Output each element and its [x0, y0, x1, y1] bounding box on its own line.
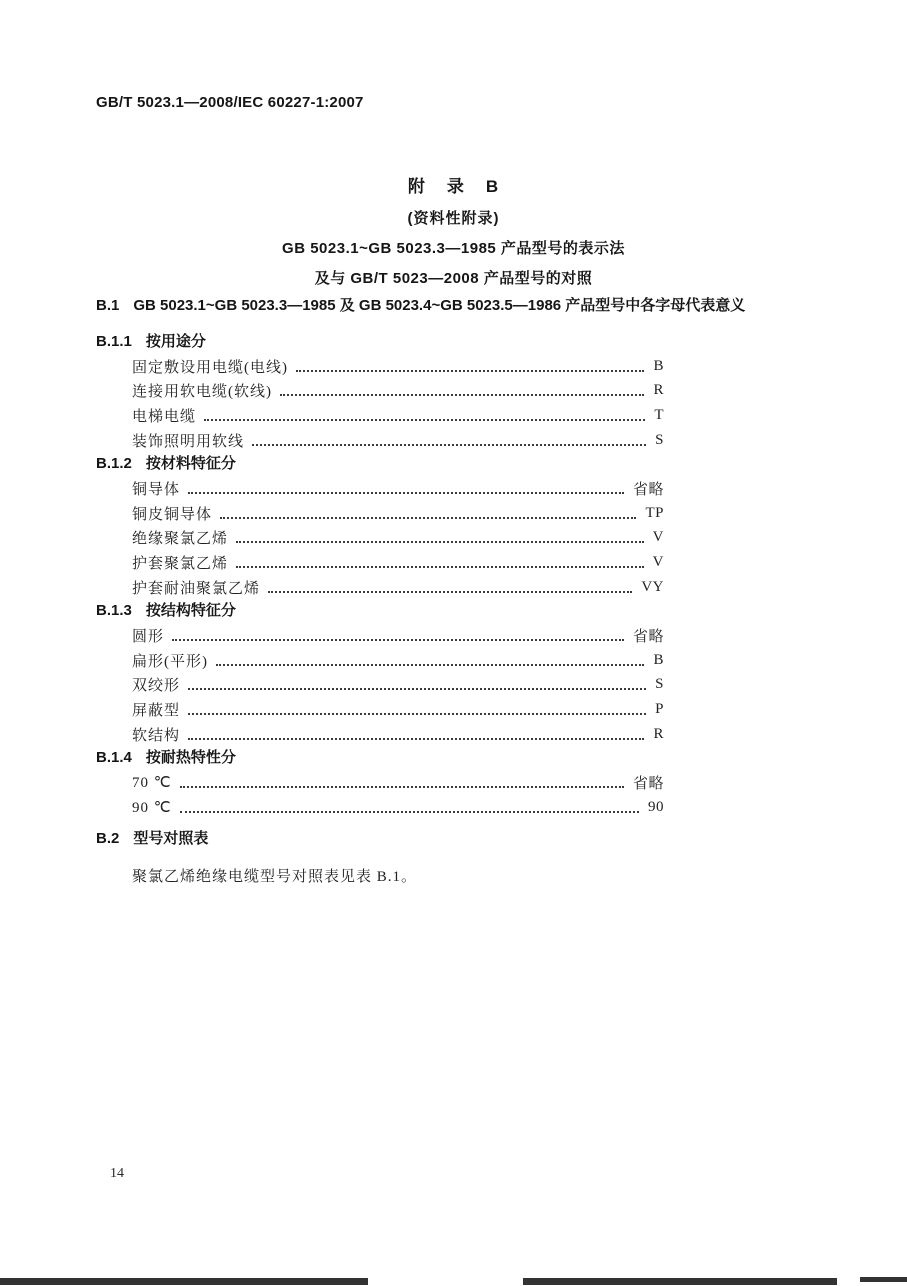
item-label: 扁形(平形) [132, 653, 208, 670]
item-label: 装饰照明用软线 [132, 433, 245, 450]
item-code: S [655, 676, 664, 693]
dotted-leader [216, 655, 644, 666]
code-item-row [132, 648, 664, 673]
dotted-leader [188, 483, 624, 494]
dotted-leader [188, 679, 646, 690]
item-label: 护套耐油聚氯乙烯 [132, 580, 261, 597]
appendix-subtitle: (资料性附录) [407, 210, 500, 227]
item-code: S [655, 431, 664, 448]
section-b2-heading-text: 型号对照表 [133, 829, 209, 847]
code-item-row [132, 526, 664, 551]
code-item-row [132, 550, 664, 575]
dotted-leader [188, 704, 646, 715]
item-label: 固定敷设用电缆(电线) [132, 359, 288, 376]
appendix-title-line-2: 及与 GB/T 5023—2008 产品型号的对照 [314, 270, 593, 287]
page-number: 14 [110, 1166, 124, 1181]
subsection-b13-number: B.1.3 [96, 602, 132, 620]
item-label: 电梯电缆 [132, 408, 197, 425]
item-label: 圆形 [132, 629, 165, 646]
code-item-row [132, 673, 664, 698]
item-code: V [652, 553, 664, 570]
item-code: 省略 [632, 482, 664, 499]
dotted-leader [204, 410, 645, 421]
dotted-leader [188, 729, 644, 740]
item-code: R [653, 382, 664, 399]
item-code: P [655, 700, 664, 717]
section-b1-heading-text: GB 5023.1~GB 5023.3—1985 及 GB 5023.4~GB 5023.5—1986 产品型号中各字母代表意义 [133, 297, 746, 314]
dotted-leader [236, 532, 644, 543]
item-label: 连接用软电缆(软线) [132, 384, 272, 401]
section-b1-number: B.1 [96, 297, 120, 314]
appendix-title: 附 录 B [407, 177, 500, 196]
item-label: 90 ℃ [132, 799, 172, 816]
item-code: T [654, 406, 664, 423]
item-label: 铜导体 [132, 482, 181, 499]
subsection-b11-heading [96, 332, 796, 352]
item-label: 软结构 [132, 727, 181, 744]
code-item-row [132, 476, 664, 501]
code-item-row [132, 722, 664, 747]
dotted-leader [296, 361, 644, 372]
dotted-leader [172, 630, 624, 641]
section-b1-heading [96, 296, 796, 316]
dotted-leader [236, 557, 644, 568]
subsection-b12-number: B.1.2 [96, 455, 132, 473]
subsection-b14-heading [96, 748, 796, 768]
code-item-row [132, 770, 664, 795]
dotted-leader [180, 777, 624, 788]
scan-edge-bar [523, 1278, 837, 1285]
item-label: 屏蔽型 [132, 702, 181, 719]
dotted-leader [220, 508, 636, 519]
document-body [96, 296, 796, 886]
item-label: 护套聚氯乙烯 [132, 555, 229, 572]
item-code: VY [641, 578, 664, 595]
item-code: 省略 [632, 629, 664, 646]
dotted-leader [280, 385, 644, 396]
document-header: GB/T 5023.1—2008/IEC 60227-1:2007 [96, 94, 364, 111]
code-item-row [132, 501, 664, 526]
subsection-b12-heading-text: 按材料特征分 [145, 455, 236, 473]
dotted-leader [252, 435, 646, 446]
scan-edge-bar [860, 1277, 907, 1282]
section-b2-number: B.2 [96, 829, 120, 847]
subsection-b11-heading-text: 按用途分 [145, 333, 206, 350]
section-b2 [96, 829, 796, 886]
subsection-b11-number: B.1.1 [96, 333, 132, 350]
item-code: B [653, 357, 664, 374]
item-code: 省略 [632, 776, 664, 793]
subsection-b14-number: B.1.4 [96, 749, 132, 767]
code-item-row [132, 428, 664, 453]
item-label: 铜皮铜导体 [132, 506, 213, 523]
item-label: 绝缘聚氯乙烯 [132, 531, 229, 548]
item-code: V [652, 529, 664, 546]
code-item-row [132, 795, 664, 820]
code-item-row [132, 354, 664, 379]
appendix-title-block [0, 172, 907, 288]
appendix-title-line-1: GB 5023.1~GB 5023.3—1985 产品型号的表示法 [282, 240, 625, 257]
code-item-row [132, 623, 664, 648]
subsection-b12-heading [96, 454, 796, 474]
code-item-row [132, 403, 664, 428]
code-item-row [132, 697, 664, 722]
scan-edge-bar [0, 1278, 368, 1285]
section-b2-heading [96, 829, 796, 849]
item-code: R [653, 725, 664, 742]
item-code: 90 [648, 798, 664, 815]
section-b2-paragraph: 聚氯乙烯绝缘电缆型号对照表见表 B.1。 [132, 868, 418, 885]
item-code: B [653, 651, 664, 668]
code-item-row [132, 575, 664, 600]
subsection-b14-heading-text: 按耐热特性分 [145, 749, 236, 767]
subsection-b13-heading-text: 按结构特征分 [145, 602, 236, 620]
dotted-leader [180, 802, 639, 813]
dotted-leader [268, 582, 632, 593]
subsection-b13-heading [96, 601, 796, 621]
item-label: 双绞形 [132, 678, 181, 695]
item-label: 70 ℃ [132, 775, 172, 792]
item-code: TP [645, 504, 664, 521]
code-item-row [132, 379, 664, 404]
